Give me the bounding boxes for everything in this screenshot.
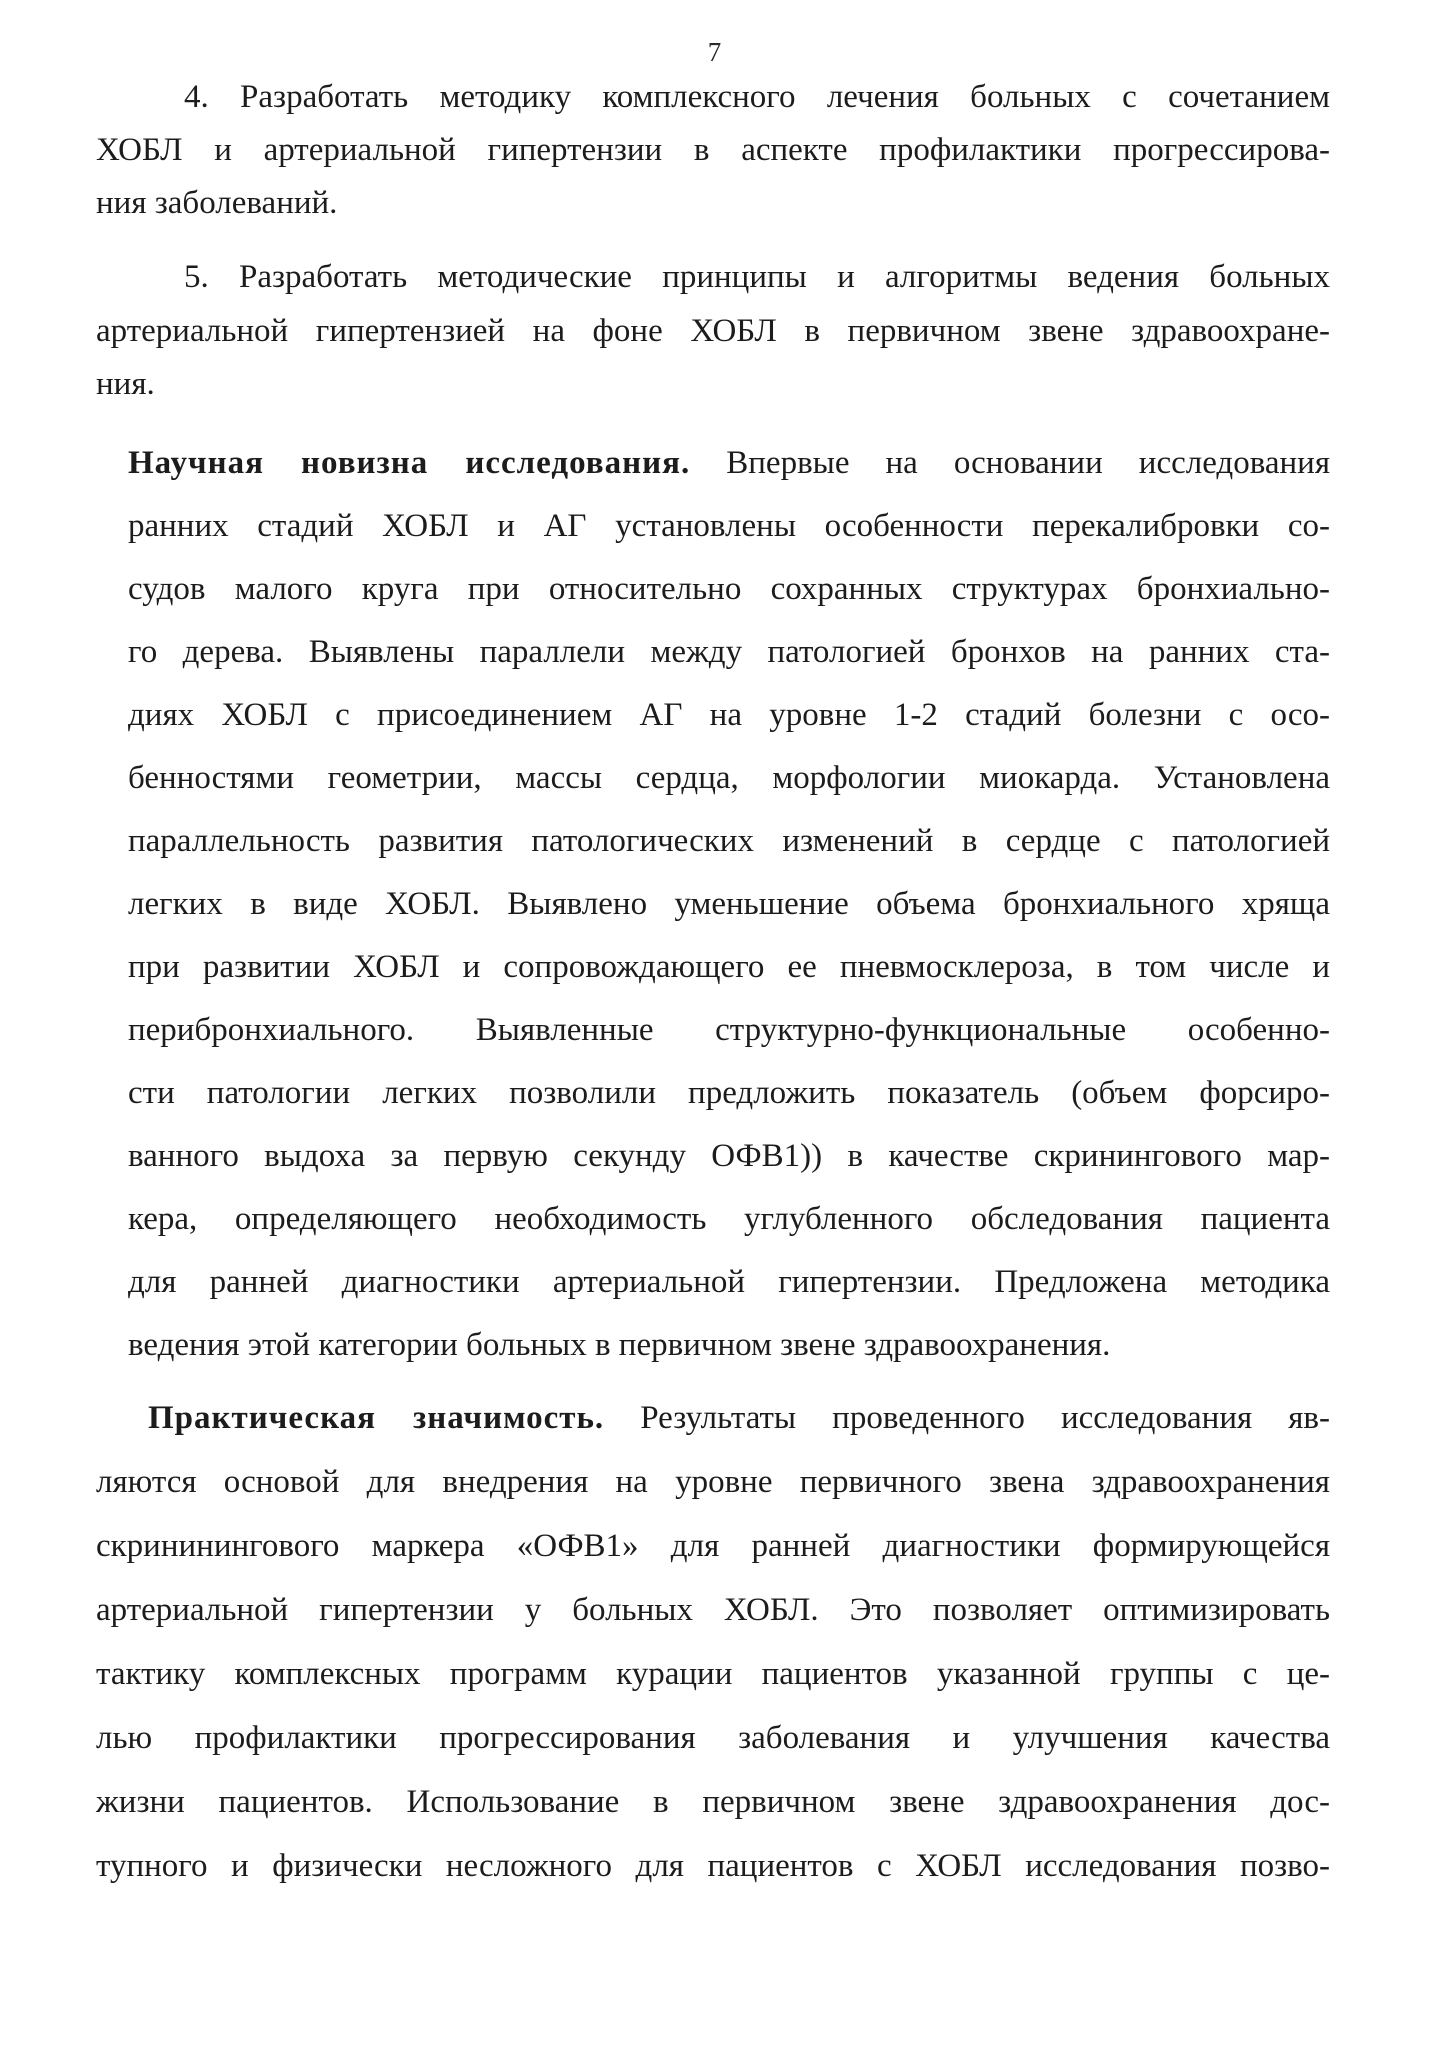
text-line: жизни пациентов. Использование в первичном звене здравоохранения дос- xyxy=(96,1784,1330,1820)
text-line: для ранней диагностики артериальной гипертензии. Предложена методика xyxy=(128,1264,1330,1300)
text-line: параллельность развития патологических изменений в сердце с патологией xyxy=(128,823,1330,859)
text-line: ния. xyxy=(96,366,155,402)
text-line: ХОБЛ и артериальной гипертензии в аспекте профилактики прогрессирова- xyxy=(96,132,1330,168)
practical-heading: Практическая значимость. xyxy=(148,1400,605,1436)
page-number: 7 xyxy=(707,37,722,67)
text-line: при развитии ХОБЛ и сопровождающего ее пневмосклероза, в том числе и xyxy=(128,949,1330,985)
text-line: судов малого круга при относительно сохранных структурах бронхиально- xyxy=(128,571,1330,607)
text-line: тактику комплексных программ курации пациентов указанной группы с це- xyxy=(96,1656,1330,1692)
text-line: ляются основой для внедрения на уровне первичного звена здравоохранения xyxy=(96,1464,1330,1500)
novelty-first-line xyxy=(128,441,1330,485)
text-line: легких в виде ХОБЛ. Выявлено уменьшение объема бронхиального хряща xyxy=(128,886,1330,922)
text-line: тупного и физически несложного для пациентов с ХОБЛ исследования позво- xyxy=(96,1848,1330,1884)
text-line: ванного выдоха за первую секунду ОФВ1)) в качестве скринингового мар- xyxy=(128,1138,1330,1174)
text-line: кера, определяющего необходимость углубленного обследования пациента xyxy=(128,1201,1330,1237)
text-line: артериальной гипертензией на фоне ХОБЛ в первичном звене здравоохране- xyxy=(96,313,1330,349)
text-line: ведения этой категории больных в первичном звене здравоохранения. xyxy=(128,1327,1111,1363)
practical-first-line-text: Результаты проведенного исследования яв- xyxy=(640,1400,1331,1436)
practical-first-line xyxy=(148,1396,1330,1440)
text-line: 4. Разработать методику комплексного лечения больных с сочетанием xyxy=(184,79,1330,115)
text-line: бенностями геометрии, массы сердца, морфологии миокарда. Установлена xyxy=(128,760,1330,796)
text-line: перибронхиального. Выявленные структурно-функциональные особенно- xyxy=(128,1012,1330,1048)
text-line: скрининингового маркера «ОФВ1» для ранней диагностики формирующейся xyxy=(96,1528,1330,1564)
text-line: сти патологии легких позволили предложить показатель (объем форсиро- xyxy=(128,1075,1330,1111)
text-line: ранних стадий ХОБЛ и АГ установлены особенности перекалибровки со- xyxy=(128,508,1330,544)
text-line: ния заболеваний. xyxy=(96,185,338,221)
novelty-heading: Научная новизна исследования. xyxy=(128,445,691,481)
text-line: 5. Разработать методические принципы и алгоритмы ведения больных xyxy=(184,259,1330,295)
text-line: го дерева. Выявлены параллели между патологией бронхов на ранних ста- xyxy=(128,634,1330,670)
text-line: диях ХОБЛ с присоединением АГ на уровне 1-2 стадий болезни с осо- xyxy=(128,697,1330,733)
text-line: артериальной гипертензии у больных ХОБЛ. Это позволяет оптимизировать xyxy=(96,1592,1330,1628)
novelty-first-line-text: Впервые на основании исследования xyxy=(726,445,1330,481)
text-line: лью профилактики прогрессирования заболевания и улучшения качества xyxy=(96,1720,1330,1756)
